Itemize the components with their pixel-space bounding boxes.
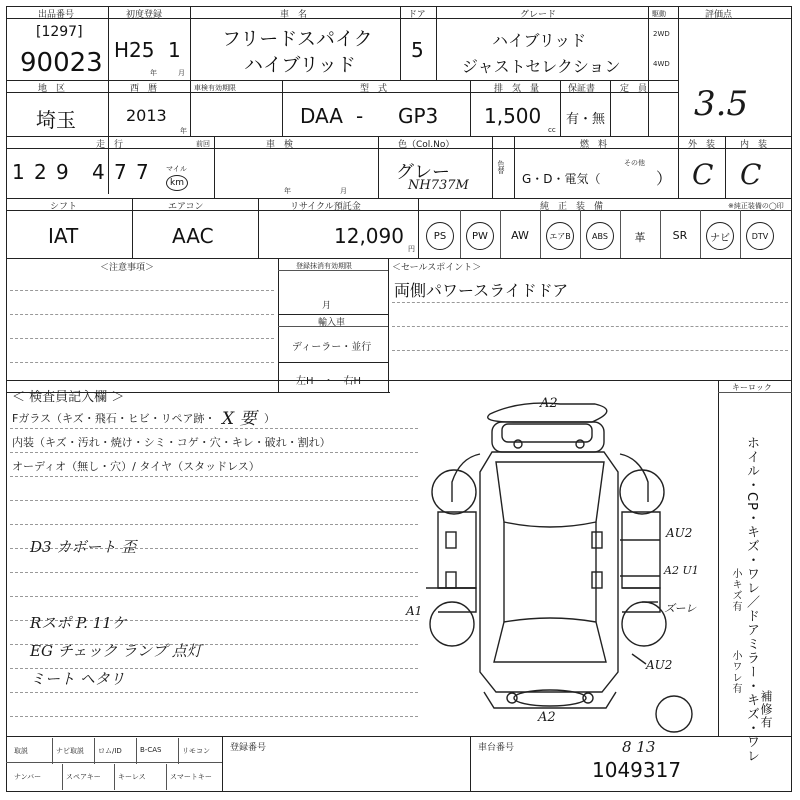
cc-unit: cc [548,126,556,134]
divider [470,736,471,792]
footer-accessory-label: ナンバー [14,773,42,781]
ruled-line [10,524,418,525]
door-count: 5 [411,38,424,62]
equipment-note: ※純正装備の◯印 [728,202,784,210]
air-conditioner: AAC [172,224,214,248]
mileage-mile: マイル [166,165,187,173]
drive-label: 駆動 [652,10,666,18]
grade-label: グレード [520,10,557,20]
divider [725,136,726,198]
equipment-item: 革 [634,231,646,244]
windshield [494,618,606,662]
mileage-digit: 9 [56,160,69,184]
divider [492,136,493,198]
side-mirror [592,532,602,548]
spare-circle [656,696,692,732]
door-handle [446,572,456,588]
warranty-label: 保証書 [568,84,596,94]
legend-small-crack: 小ワレ有 [730,650,741,694]
tail-light [576,440,584,448]
notes-label: ＜注意事項＞ [100,263,155,273]
mileage-label: 走 行 [96,140,124,150]
mark-line [632,654,646,664]
divider [278,258,279,392]
divider [222,736,223,792]
model-code-label: 型 式 [360,84,388,94]
model-label: 車 名 [280,10,308,20]
inspector-note: Rスポ P. 11ケ [30,614,127,632]
rear-window [502,424,592,442]
deregistration-month: 月 [322,301,332,311]
divider [500,210,501,258]
equipment-item: PS [426,222,454,250]
inspect-label: 車検有効期限 [194,84,236,92]
divider [136,738,137,764]
chassis-number: 1049317 [592,758,682,782]
region: 埼玉 [36,108,76,132]
divider [282,80,283,136]
divider [470,80,471,136]
inspection-month-unit: 月 [340,187,347,195]
footer-accessory-label: キーレス [118,773,146,781]
ruled-line [10,572,418,573]
lot-code: [1297] [36,24,83,40]
divider [620,210,621,258]
equipment-item: PW [466,222,494,250]
divider [6,18,678,19]
divider [6,258,792,259]
divider [214,136,215,198]
damage-mark-left: A1 [406,604,423,618]
divider [114,764,115,790]
inspector-note: EG チェック ランプ 点灯 [30,642,202,660]
mileage-digits [12,160,162,190]
inspection-label: 車 検 [266,140,294,150]
door-handle [592,572,602,588]
color-change-label: 色替 [497,160,505,174]
divider [436,6,437,80]
year-unit: 年 [150,69,157,77]
divider [258,198,259,258]
roof-rear [496,462,604,527]
windshield-line: Fガラス（キズ・飛石・ヒビ・リペア跡・ [12,412,216,425]
divider [580,210,581,258]
front-right-wheel [622,602,666,646]
ruled-line [10,290,274,291]
divider [514,136,515,198]
headlight [507,693,517,703]
divider [678,6,679,136]
drive-4wd: 4WD [653,60,670,68]
deregistration-label: 登録抹消有効期限 [296,262,352,270]
divider [378,136,379,198]
capacity-label: 定 員 [620,84,648,94]
rear-body [492,422,604,452]
left-side-front [438,588,476,612]
divider [6,380,792,381]
lot-number: 90023 [20,48,103,78]
ruled-line [10,596,418,597]
equipment-item: ABS [586,222,614,250]
front-left-wheel [430,602,474,646]
legend-small-scratch: 小キズ有 [730,568,741,612]
footer-accessory-label: スマートキー [170,773,212,781]
damage-mark-right-front: AU2 [646,658,673,672]
color-label: 色（Col.No） [398,140,455,150]
keylock-label: キーロック [732,383,772,392]
first-reg-month: 1 [168,38,181,62]
inspector-note: D3 カボート 歪 [30,538,137,556]
divider [678,18,792,19]
footer-accessory-label: ロム/ID [98,747,122,755]
divider [6,198,792,199]
equipment-item: AW [511,229,529,242]
recycle-unit: 円 [408,245,415,253]
equipment-item: SR [672,229,688,242]
divider [560,80,561,136]
color-name: グレー [396,162,450,183]
region-label: 地 区 [38,84,66,94]
exterior-grade: C [692,158,714,191]
divider [678,136,679,198]
equipment-label: 純 正 装 備 [540,202,604,212]
ruled-line [10,476,418,477]
footer-accessory-label: 取説 [14,747,28,755]
damage-mark-front: A2 [538,710,556,725]
footer-accessory-label: B-CAS [140,746,162,754]
divider [6,762,222,763]
sales-point-text: 両側パワースライドドア [394,281,569,300]
mileage-unit-km: km [166,175,188,191]
car-name-line1: フリードスパイク [222,28,373,50]
footer-accessory-label: リモコン [182,747,210,755]
equipment-item: エアB [546,222,574,250]
divider [62,764,63,790]
interior-grade: C [740,158,762,191]
rear-right-wheel [620,470,664,514]
model-code: GP3 [398,104,439,128]
ruled-line [10,500,418,501]
chassis-label: 車台番号 [478,743,515,753]
interior-line: 内装（キズ・汚れ・焼け・シミ・コゲ・穴・キレ・破れ・割れ） [12,436,331,449]
ruled-line [10,362,274,363]
windshield-handwritten: X 要 [222,409,257,429]
left-side-rear-door [438,512,476,588]
exterior-label: 外 装 [688,140,716,150]
equipment-item: DTV [746,222,774,250]
divider [610,80,611,136]
year-label: 西 暦 [130,84,158,94]
inspector-note: ミート ヘタリ [30,670,125,688]
divider [400,6,401,80]
fuel-options: G・D・電気（ [522,172,601,186]
fuel-close: ） [656,169,673,188]
divider [418,198,419,258]
inspector-label: ＜ 検査員記入欄 ＞ [12,390,125,405]
mileage-digit: 2 [34,160,47,184]
steering-side: 左H ・ 右H [296,376,362,387]
divider [190,80,191,136]
sales-point-label: ＜セールスポイント＞ [392,263,482,273]
divider [52,738,53,764]
footer-accessory-label: ナビ取説 [56,747,84,755]
warranty: 有・無 [566,112,606,127]
ruled-line [392,350,788,351]
divider [6,210,792,211]
shift-label: シフト [50,202,78,212]
history-label: 前回 [196,140,210,148]
ac-label: エアコン [168,202,204,212]
divider [190,6,191,80]
audio-tire-line: オーディオ（無し・穴）/ タイヤ（スタッドレス） [12,460,260,473]
ruled-line [10,452,418,453]
fuel-label: 燃 料 [580,140,608,150]
grade-line2: ジャストセレクション [462,57,621,76]
ruled-line [10,338,274,339]
lot-label: 出品番号 [38,10,75,20]
mileage-digit: 7 [114,160,127,184]
inspection-year-unit: 年 [284,187,291,195]
divider [660,210,661,258]
legend-repair: 補修有 [759,690,773,729]
chassis-handwritten: 8 13 [622,738,656,756]
registration-label: 登録番号 [230,743,267,753]
headlight [583,693,593,703]
import-label: 輸入車 [318,318,346,328]
side-mirror [446,532,456,548]
car-name-line2: ハイブリッド [244,54,356,76]
mileage-digit: 4 [92,160,105,184]
ruled-line [10,692,418,693]
divider [388,258,389,392]
shift: IAT [48,224,79,248]
displacement: 1,500 [484,104,542,128]
first-reg-label: 初度登録 [126,10,163,20]
divider [740,210,741,258]
score-label: 評価点 [705,10,733,20]
divider [648,6,649,136]
ruled-line [392,302,788,303]
grade-line1: ハイブリッド [492,31,587,50]
divider [540,210,541,258]
cc-label: 排 気 量 [494,84,540,94]
ruled-line [392,326,788,327]
drive-2wd: 2WD [653,30,670,38]
divider [178,738,179,764]
windshield-close: ） [264,412,275,425]
recycle-label: リサイクル預託金 [290,202,361,212]
score-handwritten: 3.5 [694,84,749,124]
footer-accessory-label: スペアキー [66,773,101,781]
tail-light [514,440,522,448]
color-code-handwritten: NH737M [408,178,469,193]
wheel-mirror-legend: ホイル・CP・キズ・ワレ／ドアミラー・キズ・ワレ [744,436,759,763]
damage-mark-rear: A2 [540,396,558,411]
divider [718,380,719,736]
divider [94,738,95,764]
divider [460,210,461,258]
divider [132,198,133,258]
divider [278,362,388,363]
fuel-other: その他 [624,159,645,167]
mileage-digit: 1 [12,160,25,184]
year-unit-2: 年 [180,127,187,135]
ruled-line [10,428,418,429]
damage-mark-right-rear: AU2 [666,526,693,540]
door-label: ドア [408,10,426,20]
ruled-line [10,716,418,717]
interior-label: 内 装 [740,140,768,150]
model-dash: - [356,104,364,128]
model-prefix: DAA [300,104,343,128]
divider [700,210,701,258]
import-value: ディーラー・並行 [292,342,372,353]
first-reg-era: H25 [114,38,155,62]
mileage-digit: 7 [136,160,149,184]
divider [166,764,167,790]
recycle-fee: 12,090 [334,224,404,248]
divider [6,736,792,737]
damage-mark-zure: ズーレ [664,602,697,615]
equipment-item: ナビ [706,222,734,250]
year: 2013 [126,106,167,125]
month-unit: 月 [178,69,185,77]
damage-mark-right-door: A2 U1 [664,564,699,577]
ruled-line [10,314,274,315]
